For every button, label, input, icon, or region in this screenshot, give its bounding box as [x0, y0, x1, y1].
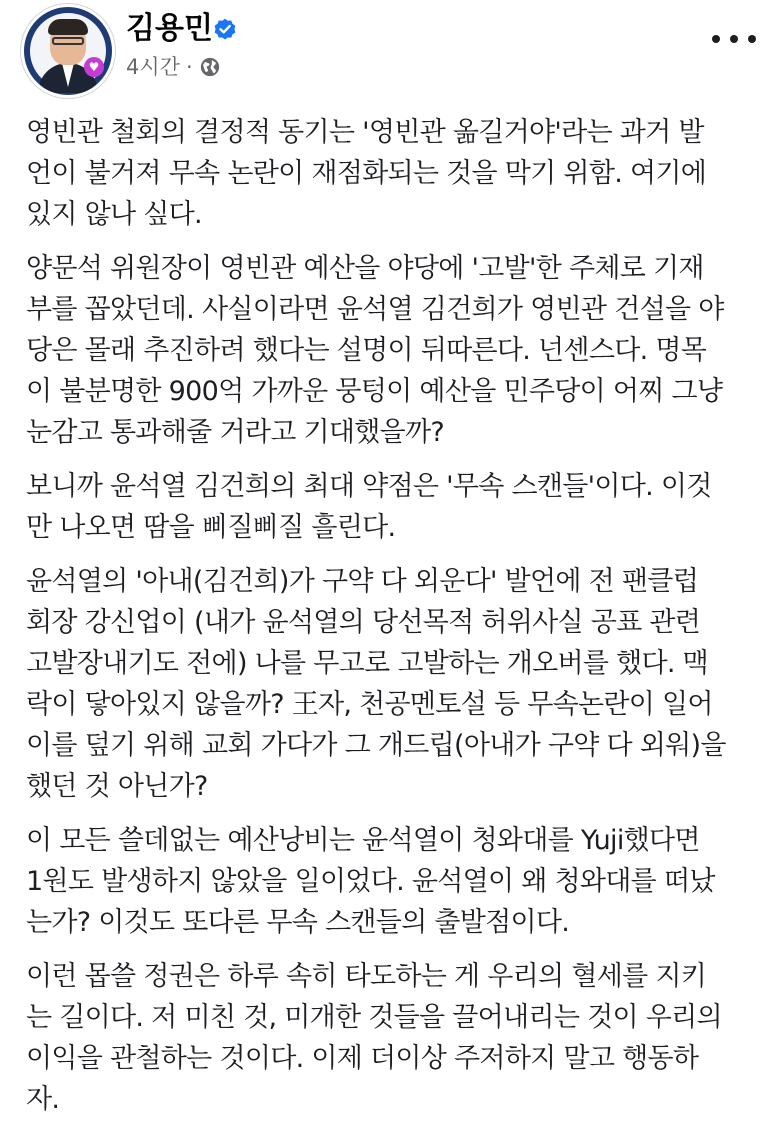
avatar-glasses	[52, 37, 84, 45]
post-body	[26, 112, 762, 1133]
more-options-button[interactable]	[712, 26, 756, 52]
heart-icon: ♥	[84, 57, 104, 77]
post-paragraph: 이런 몹쓸 정권은 하루 속히 타도하는 게 우리의 혈세를 지키 는 길이다. 저 미친 것, 미개한 것들을 끌어내리는 것이 우리의 이익을 관철하는 것이다. 이제 더이상 주저하지 말고 행동하 자.	[26, 961, 722, 1115]
globe-icon[interactable]	[199, 56, 221, 78]
post-paragraph: 보니까 윤석열 김건희의 최대 약점은 '무속 스캔들'이다. 이것 만 나오면 땀을 삐질삐질 흘린다.	[26, 471, 712, 543]
post-paragraph: 이 모든 쓸데없는 예산낭비는 윤석열이 청와대를 Yuji했다면 1원도 발생하지 않았을 일이었다. 윤석열이 왜 청와대를 떠났 는가? 이것도 또다른 무속 스캔들의 출발점이다.	[26, 825, 715, 938]
post-header	[0, 0, 780, 100]
author-avatar[interactable]	[21, 4, 115, 98]
verified-badge-icon	[212, 16, 238, 42]
post-meta	[126, 54, 221, 80]
post-timestamp[interactable]: 4시간	[126, 55, 180, 79]
avatar-hair	[48, 19, 88, 35]
author-name[interactable]: 김용민	[126, 11, 213, 46]
meta-separator: ·	[185, 55, 193, 79]
more-horizontal-icon-dot	[712, 35, 720, 43]
post-paragraph: 양문석 위원장이 영빈관 예산을 야당에 '고발'한 주체로 기재 부를 꼽았던데. 사실이라면 윤석열 김건희가 영빈관 건설을 야 당은 몰래 추진하려 했다는 설명이 뒤따른다. 넌센스다. 명목 이 불분명한 900억 가까운 뭉텅이 예산을 민주당이 어찌 그냥 눈감고 통과해줄 거라고 기대했을까?	[26, 253, 724, 448]
post-paragraph: 윤석열의 '아내(김건희)가 구약 다 외운다' 발언에 전 팬클럽 회장 강신업이 (내가 윤석열의 당선목적 허위사실 공표 관련 고발장내기도 전에) 나를 무고로 고발하는 개오버를 했다. 맥 락이 닿아있지 않을까? 王자, 천공멘토설 등 무속논란이 일어 이를 덮기 위해 교회 가다가 그 개드립(아내가 구약 다 외워)을 했던 것 아닌가?	[26, 566, 726, 802]
post-paragraph: 영빈관 철회의 결정적 동기는 '영빈관 옮길거야'라는 과거 발 언이 불거져 무속 논란이 재점화되는 것을 막기 위함. 여기에 있지 않나 싶다.	[26, 117, 707, 230]
more-horizontal-icon-dot	[748, 35, 756, 43]
more-horizontal-icon-dot	[730, 35, 738, 43]
